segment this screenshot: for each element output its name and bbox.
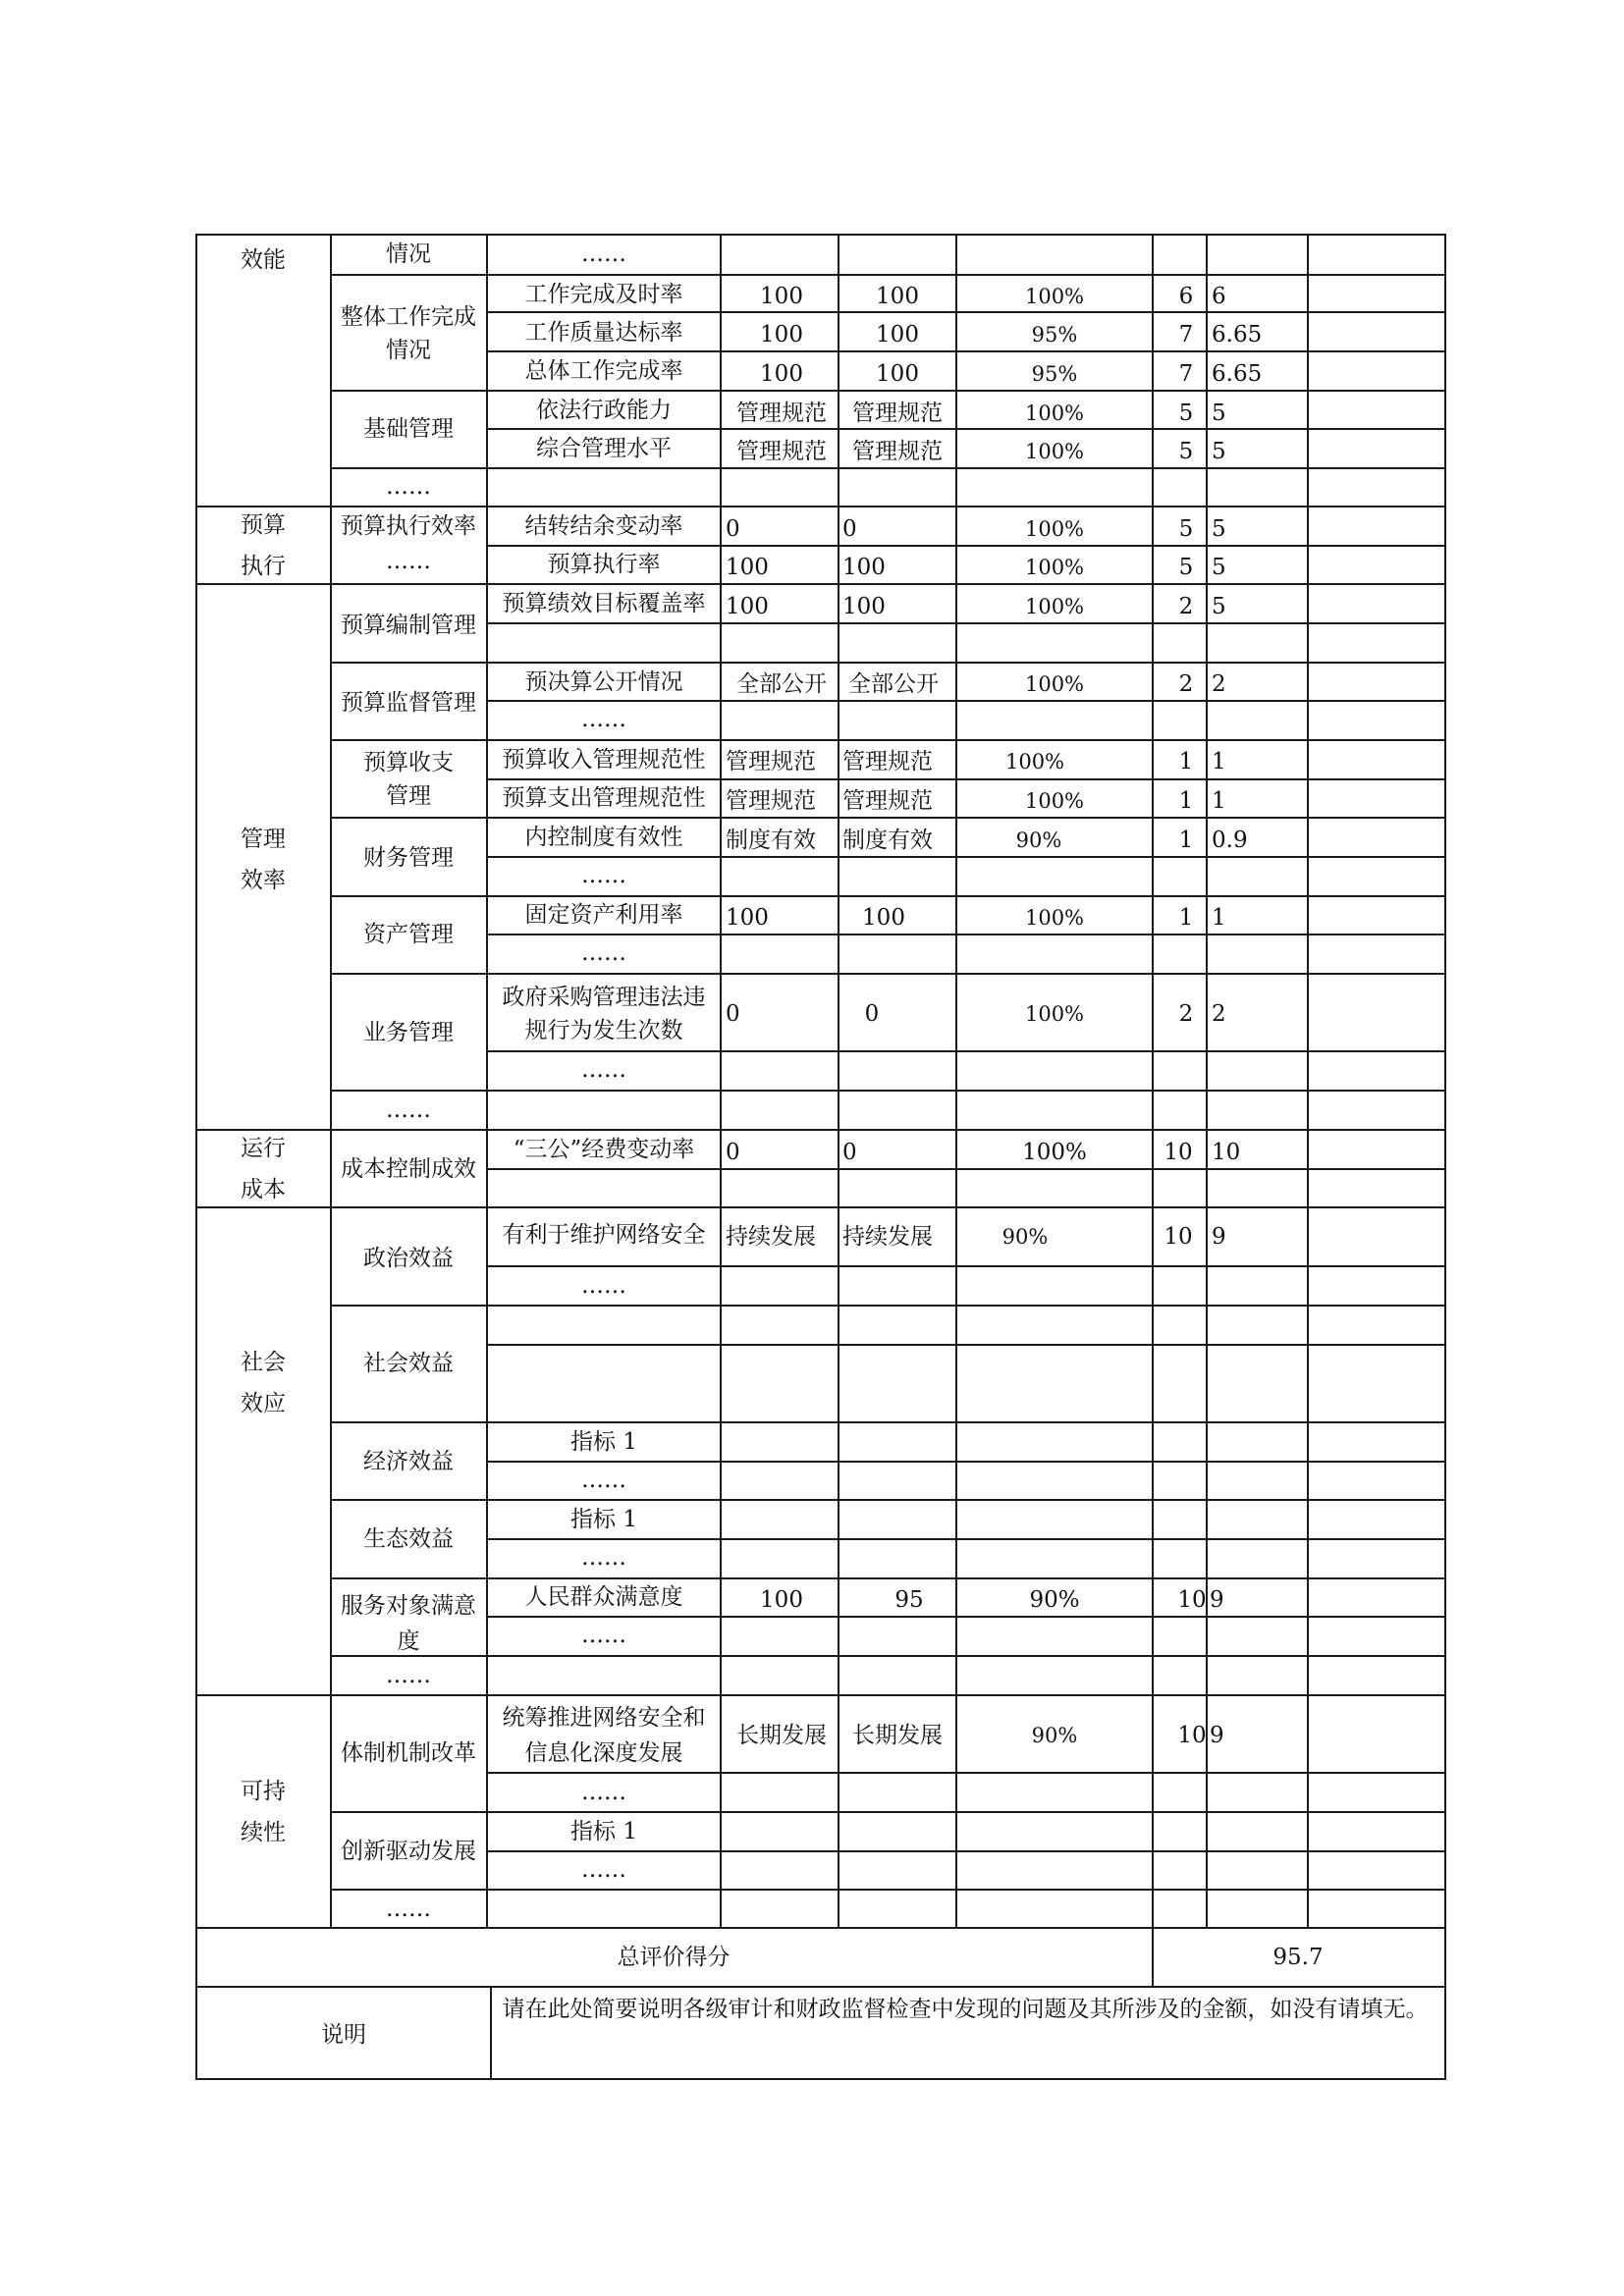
subcat-bianzhi: 预算编制管理 <box>341 613 476 638</box>
subcat-tizhi: 体制机制改革 <box>341 1740 476 1766</box>
score-value: 6 <box>1212 284 1226 309</box>
target-value: 100 <box>726 555 769 580</box>
score-value: 9 <box>1210 1587 1224 1613</box>
actual-value: 管理规范 <box>852 400 943 426</box>
actual-value: 管理规范 <box>842 749 933 774</box>
weight-value: 1 <box>1178 749 1194 774</box>
target-value: 全部公开 <box>736 671 827 697</box>
subcat-zhengzhi: 政治效益 <box>363 1246 454 1271</box>
weight-value: 5 <box>1178 439 1194 464</box>
actual-value: 持续发展 <box>842 1224 933 1250</box>
indicator-name-line1: 统筹推进网络安全和 <box>502 1705 706 1731</box>
actual-value: 0 <box>842 516 857 542</box>
ellipsis: …… <box>386 549 431 574</box>
actual-value: 管理规范 <box>842 788 933 814</box>
score-value: 1 <box>1212 905 1226 931</box>
target-value: 100 <box>726 594 769 619</box>
ellipsis: …… <box>581 1057 626 1083</box>
indicator-placeholder: 指标 1 <box>570 1429 637 1455</box>
indicator-name: “三公”经费变动率 <box>513 1137 695 1162</box>
ellipsis: …… <box>581 1273 626 1299</box>
total-score-label: 总评价得分 <box>617 1945 731 1970</box>
rate-value: 100% <box>1024 556 1085 579</box>
indicator-name: 内控制度有效性 <box>524 825 683 850</box>
ellipsis: …… <box>581 863 626 888</box>
target-value: 100 <box>726 905 769 931</box>
ellipsis: …… <box>581 1857 626 1883</box>
rate-value: 100% <box>1024 517 1085 541</box>
target-value: 管理规范 <box>726 749 816 774</box>
actual-value: 100 <box>842 555 886 580</box>
subcat-qingkuang: 情况 <box>386 241 431 267</box>
indicator-name: 预算支出管理规范性 <box>502 785 706 811</box>
score-value: 9 <box>1212 1224 1226 1250</box>
subcat-shehuixy: 社会效益 <box>363 1351 454 1376</box>
indicator-name-line2: 信息化深度发展 <box>524 1740 683 1766</box>
indicator-name: 预算执行率 <box>547 552 661 577</box>
actual-value: 100 <box>862 905 905 931</box>
indicator-name: 有利于维护网络安全 <box>502 1222 706 1248</box>
indicator-name: 综合管理水平 <box>536 436 672 461</box>
ellipsis: …… <box>386 474 431 500</box>
indicator-name: 总体工作完成率 <box>524 358 683 384</box>
weight-value: 1 <box>1178 828 1194 853</box>
category-yusuan: 预算 执行 <box>241 512 286 579</box>
indicator-name: 工作完成及时率 <box>524 282 683 307</box>
rate-value: 100% <box>1024 789 1085 813</box>
ellipsis: …… <box>581 1545 626 1571</box>
indicator-name-line2: 规行为发生次数 <box>524 1018 683 1043</box>
subcat-jingji: 经济效益 <box>363 1449 454 1474</box>
indicator-name: 工作质量达标率 <box>524 320 683 346</box>
rate-value: 90% <box>1029 1587 1080 1613</box>
indicator-name: 依法行政能力 <box>536 398 672 423</box>
ellipsis: …… <box>581 241 626 267</box>
category-kechixu: 可持 续性 <box>241 1779 286 1845</box>
rate-value: 100% <box>1024 285 1085 308</box>
subcat-yewu: 业务管理 <box>363 1020 454 1045</box>
weight-value: 10 <box>1177 1723 1207 1748</box>
score-value: 5 <box>1212 516 1226 542</box>
subcat-zhengti: 整体工作完成情况 <box>341 304 476 363</box>
rate-value: 90% <box>1031 1724 1078 1747</box>
target-value: 管理规范 <box>736 439 827 464</box>
weight-value: 2 <box>1178 594 1194 619</box>
category-xiaoneng: 效能 <box>241 247 286 273</box>
rate-value: 100% <box>1024 595 1085 618</box>
target-value: 100 <box>760 1587 803 1613</box>
category-guanli: 管理 效率 <box>241 827 286 893</box>
rate-value: 90% <box>1001 1225 1049 1249</box>
actual-value: 100 <box>876 284 919 309</box>
subcat-shengtai: 生态效益 <box>363 1526 454 1552</box>
rate-value: 100% <box>1024 440 1085 463</box>
ellipsis: …… <box>581 707 626 732</box>
actual-value: 100 <box>876 361 919 387</box>
rate-value: 90% <box>1015 828 1062 852</box>
weight-value: 7 <box>1178 322 1194 347</box>
weight-value: 1 <box>1178 905 1194 931</box>
weight-value: 5 <box>1178 516 1194 542</box>
subcat-jichu: 基础管理 <box>363 416 454 442</box>
indicator-name: 预决算公开情况 <box>524 669 683 695</box>
actual-value: 100 <box>876 322 919 347</box>
note-label: 说明 <box>321 2022 366 2048</box>
rate-value: 100% <box>1024 1002 1085 1026</box>
target-value: 100 <box>760 322 803 347</box>
score-value: 0.9 <box>1212 828 1248 853</box>
target-value: 制度有效 <box>726 828 816 853</box>
actual-value: 0 <box>842 1140 857 1165</box>
category-shehui: 社会 效应 <box>241 1350 286 1416</box>
rate-value: 95% <box>1031 362 1078 386</box>
actual-value: 全部公开 <box>848 671 939 697</box>
subcat-manyi: 服务对象满意度 <box>341 1593 476 1654</box>
score-value: 5 <box>1212 439 1226 464</box>
rate-value: 100% <box>1004 750 1065 774</box>
score-value: 1 <box>1212 749 1226 774</box>
score-value: 10 <box>1212 1140 1241 1165</box>
target-value: 0 <box>726 516 740 542</box>
actual-value: 管理规范 <box>852 439 943 464</box>
subcat-zichan: 资产管理 <box>363 922 454 947</box>
weight-value: 2 <box>1178 671 1194 697</box>
score-value: 6.65 <box>1212 361 1263 387</box>
indicator-placeholder: 指标 1 <box>570 1507 637 1532</box>
score-value: 1 <box>1212 788 1226 814</box>
score-value: 5 <box>1212 400 1226 426</box>
subcat-chuangxin: 创新驱动发展 <box>341 1839 476 1864</box>
rate-value: 100% <box>1024 401 1085 425</box>
ellipsis: …… <box>581 940 626 966</box>
indicator-name: 预算收入管理规范性 <box>502 747 706 773</box>
subcat-caiwu: 财务管理 <box>363 845 454 871</box>
note-text: 请在此处简要说明各级审计和财政监督检查中发现的问题及其所涉及的金额，如没有请填无。 <box>502 1997 1429 2022</box>
weight-value: 7 <box>1178 361 1194 387</box>
weight-value: 5 <box>1178 555 1194 580</box>
score-value: 2 <box>1212 671 1226 697</box>
subcat-zhixing: 预算执行效率 <box>341 513 476 539</box>
actual-value: 长期发展 <box>852 1723 943 1748</box>
target-value: 0 <box>726 1001 740 1027</box>
subcat-chengben: 成本控制成效 <box>341 1156 476 1182</box>
rate-value: 100% <box>1024 906 1085 930</box>
indicator-name: 结转结余变动率 <box>524 513 683 539</box>
score-value: 6.65 <box>1212 322 1263 347</box>
actual-value: 0 <box>864 1001 880 1027</box>
score-value: 5 <box>1212 594 1226 619</box>
target-value: 持续发展 <box>726 1224 816 1250</box>
ellipsis: …… <box>386 1896 431 1922</box>
score-value: 2 <box>1212 1001 1226 1027</box>
actual-value: 95 <box>894 1587 924 1613</box>
indicator-name: 预算绩效目标覆盖率 <box>502 591 706 616</box>
indicator-placeholder: 指标 1 <box>570 1819 637 1844</box>
score-value: 9 <box>1210 1723 1224 1748</box>
target-value: 管理规范 <box>736 400 827 426</box>
target-value: 管理规范 <box>726 788 816 814</box>
target-value: 100 <box>760 284 803 309</box>
weight-value: 10 <box>1177 1587 1207 1613</box>
indicator-name-line1: 政府采购管理违法违 <box>502 985 706 1010</box>
actual-value: 100 <box>842 594 886 619</box>
weight-value: 10 <box>1164 1140 1193 1165</box>
total-score-value: 95.7 <box>1272 1945 1324 1970</box>
ellipsis: …… <box>386 1663 431 1688</box>
weight-value: 2 <box>1178 1001 1194 1027</box>
actual-value: 制度有效 <box>842 828 933 853</box>
category-yunxing: 运行 成本 <box>241 1136 286 1202</box>
target-value: 0 <box>726 1140 740 1165</box>
weight-value: 10 <box>1164 1224 1193 1250</box>
ellipsis: …… <box>386 1097 431 1123</box>
score-value: 5 <box>1212 555 1226 580</box>
subcat-shouzhi: 预算收支管理 <box>363 750 454 809</box>
indicator-name: 固定资产利用率 <box>524 902 683 928</box>
weight-value: 1 <box>1178 788 1194 814</box>
target-value: 100 <box>760 361 803 387</box>
rate-value: 100% <box>1024 672 1085 696</box>
weight-value: 6 <box>1178 284 1194 309</box>
ellipsis: …… <box>581 1468 626 1493</box>
weight-value: 5 <box>1178 400 1194 426</box>
target-value: 长期发展 <box>736 1723 827 1748</box>
subcat-jiandu: 预算监督管理 <box>341 690 476 716</box>
ellipsis: …… <box>581 1623 626 1648</box>
rate-value: 100% <box>1022 1140 1087 1165</box>
ellipsis: …… <box>581 1780 626 1805</box>
indicator-name: 人民群众满意度 <box>524 1584 683 1610</box>
rate-value: 95% <box>1031 323 1078 347</box>
